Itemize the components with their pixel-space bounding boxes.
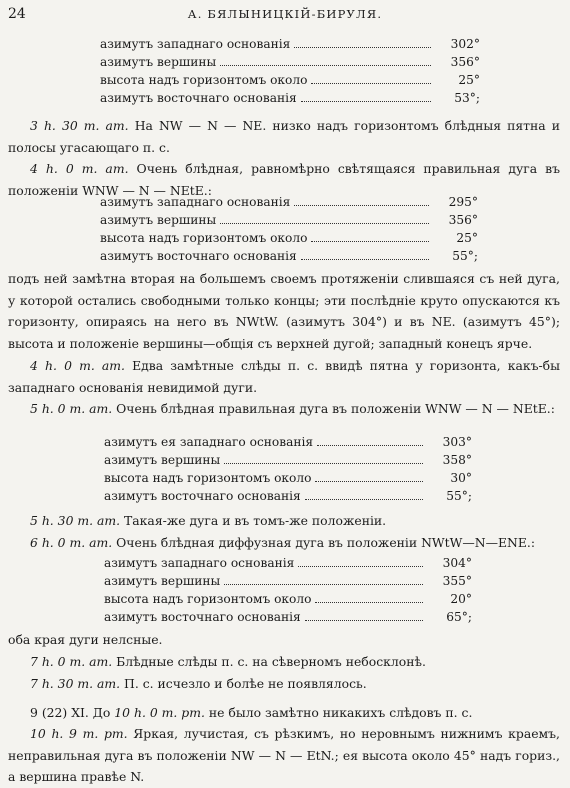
dot-leader bbox=[311, 241, 429, 242]
paragraph: 3 h. 30 m. am. На NW — N — NE. низко надъ горизонтомъ блѣдныя пятна и полосы угасающаго п. с. bbox=[8, 118, 560, 155]
dot-leader bbox=[220, 223, 429, 224]
dot-leader bbox=[301, 259, 429, 260]
dot-leader bbox=[305, 499, 423, 500]
dot-leader bbox=[294, 205, 429, 206]
page-header bbox=[8, 6, 562, 24]
running-title: А. БЯЛЫНИЦКІЙ-БИРУЛЯ. bbox=[187, 7, 383, 21]
paragraph: 6 h. 0 m. am. Очень блѣдная диффузная дуга въ положеніи NWtW—N—ENE.: bbox=[30, 535, 536, 550]
measurement-row: азимутъ вершины 358° bbox=[104, 453, 472, 467]
measurement-row: азимутъ западнаго основанія 304° bbox=[104, 556, 472, 570]
measurement-row: азимутъ восточнаго основанія 65°; bbox=[104, 610, 472, 624]
measurement-row: азимутъ восточнаго основанія 55°; bbox=[104, 489, 472, 503]
dot-leader bbox=[305, 620, 423, 621]
dot-leader bbox=[317, 445, 423, 446]
dot-leader bbox=[315, 602, 423, 603]
paragraph: 5 h. 30 m. am. Такая-же дуга и въ томъ-же положеніи. bbox=[30, 513, 387, 528]
dot-leader bbox=[298, 566, 423, 567]
measurement-row: высота надъ горизонтомъ около 30° bbox=[104, 471, 472, 485]
measurement-row: азимутъ вершины 356° bbox=[100, 213, 478, 227]
measurement-row: азимутъ вершины 356° bbox=[100, 55, 480, 69]
measurement-row: азимутъ западнаго основанія 295° bbox=[100, 195, 478, 209]
page-number: 24 bbox=[8, 6, 26, 22]
paragraph: подъ ней замѣтна вторая на большемъ своемъ протяженіи слившаяся съ ней дуга, у которой остались свободными только концы; эти послѣдніе круто опускаются къ горизонту, опираясь на него въ NWtW. (азимутъ 304°) и въ NE. (азимутъ 45°); высота и положеніе вершины—общія съ верхней дугой; западный конецъ ярче. bbox=[8, 271, 560, 351]
paragraph: 7 h. 30 m. am. П. с. исчезло и болѣе не появлялось. bbox=[30, 676, 367, 691]
paragraph: 5 h. 0 m. am. Очень блѣдная правильная дуга въ положеніи WNW — N — NEtE.: bbox=[30, 401, 555, 416]
paragraph: 4 h. 0 m. am. Едва замѣтные слѣды п. с. ввидѣ пятна у горизонта, какъ-бы западнаго основанія невидимой дуги. bbox=[8, 358, 561, 395]
paragraph: 4 h. 0 m. am. Очень блѣдная, равномѣрно свѣтящаяся правильная дуга въ положеніи WNW — N — NEtE.: bbox=[8, 161, 561, 198]
measurement-row: высота надъ горизонтомъ около 25° bbox=[100, 231, 478, 245]
measurement-row: азимутъ ея западнаго основанія 303° bbox=[104, 435, 472, 449]
dot-leader bbox=[224, 584, 423, 585]
measurement-row: высота надъ горизонтомъ около 20° bbox=[104, 592, 472, 606]
paragraph: 10 h. 9 m. pm. Яркая, лучистая, съ рѣзкимъ, но неровнымъ нижнимъ краемъ, неправильная дуга въ положеніи NW — N — EtN.; ея высота около 45° надъ гориз., а вершина правѣе N. bbox=[8, 726, 560, 784]
dot-leader bbox=[315, 481, 423, 482]
dot-leader bbox=[294, 47, 431, 48]
dot-leader bbox=[311, 83, 431, 84]
measurement-row: азимутъ вершины 355° bbox=[104, 574, 472, 588]
measurement-row: азимутъ восточнаго основанія 53°; bbox=[100, 91, 480, 105]
paragraph: 9 (22) XI. До 10 h. 0 m. pm. не было замѣтно никакихъ слѣдовъ п. с. bbox=[30, 705, 473, 720]
paragraph: 7 h. 0 m. am. Блѣдные слѣды п. с. на сѣверномъ небосклонѣ. bbox=[30, 654, 426, 669]
measurement-row: азимутъ западнаго основанія 302° bbox=[100, 37, 480, 51]
measurement-row: высота надъ горизонтомъ около 25° bbox=[100, 73, 480, 87]
dot-leader bbox=[301, 101, 431, 102]
paragraph: оба края дуги нелсные. bbox=[8, 632, 163, 647]
dot-leader bbox=[220, 65, 431, 66]
measurement-row: азимутъ восточнаго основанія 55°; bbox=[100, 249, 478, 263]
dot-leader bbox=[224, 463, 423, 464]
